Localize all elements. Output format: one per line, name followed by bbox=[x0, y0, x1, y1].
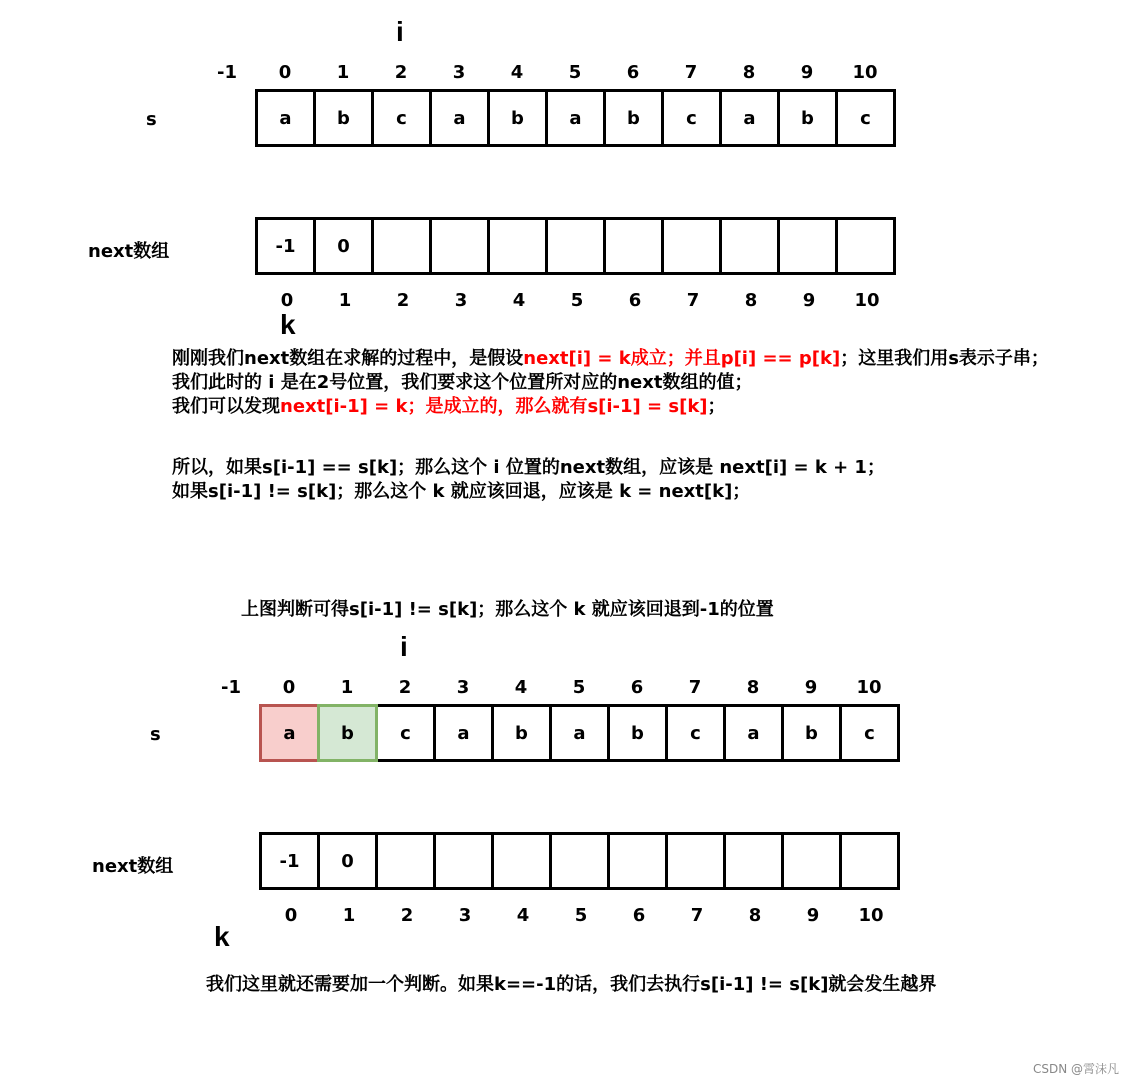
next-cell: -1 bbox=[258, 220, 316, 272]
s-cell: b bbox=[610, 707, 668, 759]
text-segment: ；这里我们用s表示子串； bbox=[840, 348, 1049, 369]
next-cell bbox=[548, 220, 606, 272]
index-label: 7 bbox=[690, 905, 704, 926]
s-cell: b bbox=[784, 707, 842, 759]
k-pointer-label: k bbox=[280, 309, 296, 340]
s-cell: a bbox=[726, 707, 784, 759]
index-label: 4 bbox=[512, 290, 526, 311]
explanation-line-3 bbox=[172, 395, 726, 419]
text-segment: 我们可以发现 bbox=[172, 396, 280, 417]
s-cell: b bbox=[606, 92, 664, 144]
next-cell bbox=[780, 220, 838, 272]
index-label: -1 bbox=[217, 62, 237, 83]
s-cell: c bbox=[668, 707, 726, 759]
index-label: 5 bbox=[572, 677, 586, 698]
index-label: 8 bbox=[746, 677, 760, 698]
next-array bbox=[259, 832, 900, 890]
s-row-label: s bbox=[146, 109, 157, 130]
k-pointer-label: k bbox=[214, 921, 230, 952]
top-index-row bbox=[202, 677, 902, 699]
next-array bbox=[255, 217, 896, 275]
index-label: 7 bbox=[686, 290, 700, 311]
i-pointer-label: i bbox=[396, 16, 404, 47]
index-label: 8 bbox=[742, 62, 756, 83]
explanation-line-5: 如果s[i-1] != s[k]；那么这个 k 就应该回退，应该是 k = next[k]； bbox=[172, 481, 751, 502]
index-label: 10 bbox=[858, 905, 884, 926]
index-label: 1 bbox=[338, 290, 352, 311]
index-label: 7 bbox=[684, 62, 698, 83]
index-label: 0 bbox=[284, 905, 298, 926]
i-pointer-label: i bbox=[400, 631, 408, 662]
index-label: 6 bbox=[632, 905, 646, 926]
next-cell bbox=[436, 835, 494, 887]
next-cell: 0 bbox=[320, 835, 378, 887]
s-array bbox=[255, 89, 896, 147]
index-label: 9 bbox=[800, 62, 814, 83]
diagram-2-caption: 上图判断可得s[i-1] != s[k]；那么这个 k 就应该回退到-1的位置 bbox=[241, 599, 774, 620]
index-label: -1 bbox=[221, 677, 241, 698]
s-cell: b bbox=[490, 92, 548, 144]
index-label: 0 bbox=[280, 290, 294, 311]
s-cell: a bbox=[258, 92, 316, 144]
index-label: 4 bbox=[514, 677, 528, 698]
index-label: 2 bbox=[398, 677, 412, 698]
explanation-line-4: 所以，如果s[i-1] == s[k]；那么这个 i 位置的next数组，应该是 next[i] = k + 1； bbox=[172, 457, 885, 478]
s-row-label: s bbox=[150, 724, 161, 745]
text-segment: 刚刚我们next数组在求解的过程中，是假设 bbox=[172, 348, 524, 369]
s-cell: b bbox=[780, 92, 838, 144]
index-label: 6 bbox=[630, 677, 644, 698]
next-row-label: next数组 bbox=[92, 856, 174, 877]
next-cell bbox=[664, 220, 722, 272]
index-label: 4 bbox=[510, 62, 524, 83]
next-cell bbox=[378, 835, 436, 887]
index-label: 1 bbox=[340, 677, 354, 698]
index-label: 10 bbox=[852, 62, 878, 83]
bottom-index-row bbox=[262, 905, 912, 927]
index-label: 2 bbox=[396, 290, 410, 311]
index-label: 3 bbox=[454, 290, 468, 311]
s-cell: a bbox=[548, 92, 606, 144]
index-label: 0 bbox=[278, 62, 292, 83]
next-cell: 0 bbox=[316, 220, 374, 272]
index-label: 5 bbox=[574, 905, 588, 926]
next-cell bbox=[432, 220, 490, 272]
s-cell: b bbox=[316, 92, 374, 144]
index-label: 1 bbox=[342, 905, 356, 926]
next-cell bbox=[668, 835, 726, 887]
highlighted-text: next[i] = k成立；并且p[i] == p[k] bbox=[523, 348, 841, 369]
index-label: 8 bbox=[744, 290, 758, 311]
s-cell: c bbox=[842, 707, 900, 759]
s-cell: a bbox=[722, 92, 780, 144]
next-cell bbox=[842, 835, 900, 887]
index-label: 6 bbox=[626, 62, 640, 83]
next-cell bbox=[552, 835, 610, 887]
s-cell-highlighted-red: a bbox=[262, 707, 320, 759]
next-cell bbox=[722, 220, 780, 272]
text-segment: ； bbox=[707, 396, 726, 417]
index-label: 9 bbox=[806, 905, 820, 926]
index-label: 3 bbox=[452, 62, 466, 83]
s-cell: c bbox=[374, 92, 432, 144]
next-row-label: next数组 bbox=[88, 241, 170, 262]
s-cell-highlighted-green: b bbox=[320, 707, 378, 759]
watermark: CSDN @霄沫凡 bbox=[1032, 1062, 1119, 1076]
highlighted-text: next[i-1] = k；是成立的，那么就有s[i-1] = s[k] bbox=[280, 396, 708, 417]
s-cell: c bbox=[378, 707, 436, 759]
next-cell bbox=[606, 220, 664, 272]
explanation-line-1 bbox=[172, 347, 1049, 371]
index-label: 3 bbox=[458, 905, 472, 926]
next-cell bbox=[374, 220, 432, 272]
bottom-index-row bbox=[258, 290, 908, 312]
index-label: 2 bbox=[400, 905, 414, 926]
index-label: 3 bbox=[456, 677, 470, 698]
index-label: 4 bbox=[516, 905, 530, 926]
explanation-line-2: 我们此时的 i 是在2号位置，我们要求这个位置所对应的next数组的值； bbox=[172, 372, 753, 393]
s-cell: a bbox=[552, 707, 610, 759]
index-label: 2 bbox=[394, 62, 408, 83]
s-array bbox=[259, 704, 900, 762]
next-cell bbox=[490, 220, 548, 272]
s-cell: c bbox=[664, 92, 722, 144]
next-cell bbox=[610, 835, 668, 887]
s-cell: a bbox=[436, 707, 494, 759]
index-label: 10 bbox=[854, 290, 880, 311]
index-label: 7 bbox=[688, 677, 702, 698]
next-cell bbox=[494, 835, 552, 887]
next-cell: -1 bbox=[262, 835, 320, 887]
next-cell bbox=[726, 835, 784, 887]
next-cell bbox=[838, 220, 896, 272]
index-label: 0 bbox=[282, 677, 296, 698]
top-index-row bbox=[198, 62, 898, 84]
index-label: 8 bbox=[748, 905, 762, 926]
index-label: 9 bbox=[804, 677, 818, 698]
s-cell: b bbox=[494, 707, 552, 759]
index-label: 10 bbox=[856, 677, 882, 698]
s-cell: c bbox=[838, 92, 896, 144]
index-label: 5 bbox=[570, 290, 584, 311]
index-label: 9 bbox=[802, 290, 816, 311]
index-label: 5 bbox=[568, 62, 582, 83]
next-cell bbox=[784, 835, 842, 887]
index-label: 6 bbox=[628, 290, 642, 311]
conclusion-text: 我们这里就还需要加一个判断。如果k==-1的话，我们去执行s[i-1] != s[k]就会发生越界 bbox=[206, 974, 937, 995]
s-cell: a bbox=[432, 92, 490, 144]
index-label: 1 bbox=[336, 62, 350, 83]
